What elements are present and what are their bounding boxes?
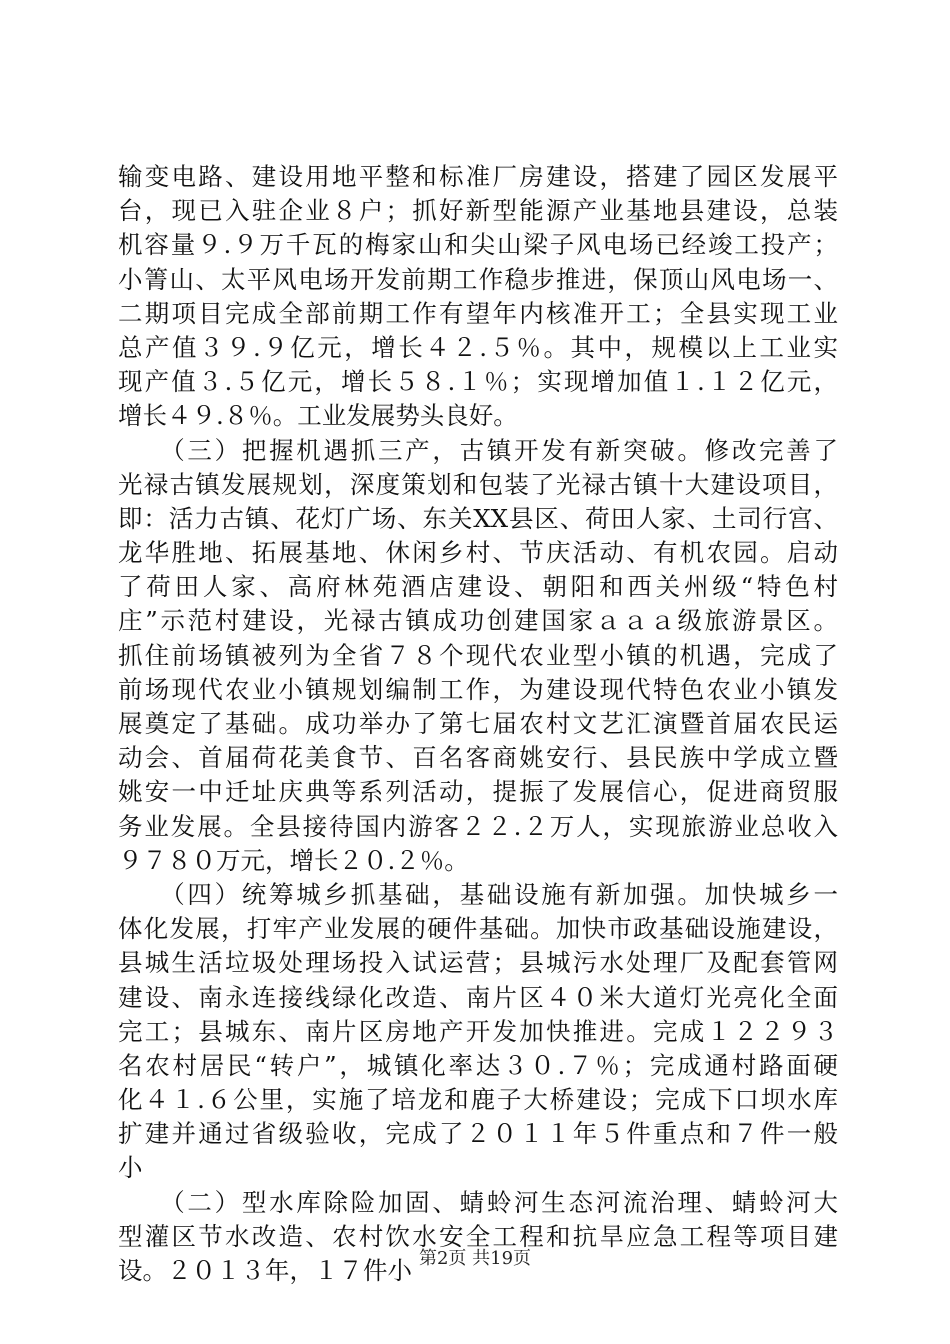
text-line: 名农村居民“转户”，城镇化率达３０.７％；完成通村路面硬	[118, 1050, 838, 1080]
text-line: （二）型水库除险加固、蜻蛉河生态河流治理、蜻蛉河大	[118, 1187, 838, 1217]
text-line: 型灌区节水改造、农村饮水安全工程和抗旱应急工程等项目建	[118, 1221, 838, 1251]
text-line: 务业发展。全县接待国内游客２２.２万人，实现旅游业总收入	[118, 811, 838, 841]
text-line: 县城生活垃圾处理场投入试运营；县城污水处理厂及配套管网	[118, 948, 838, 978]
text-line: 前场现代农业小镇规划编制工作，为建设现代特色农业小镇发	[118, 674, 838, 704]
text-line: 抓住前场镇被列为全省７８个现代农业型小镇的机遇，完成了	[118, 640, 838, 670]
text-line: 动会、首届荷花美食节、百名客商姚安行、县民族中学成立暨	[118, 743, 838, 773]
text-line: 机容量９.９万千瓦的梅家山和尖山梁子风电场已经竣工投产；	[118, 230, 838, 260]
text-line: 化４１.６公里，实施了培龙和鹿子大桥建设；完成下口坝水库	[118, 1085, 838, 1115]
text-line: 二期项目完成全部前期工作有望年内核准开工；全县实现工业	[118, 298, 838, 328]
text-line: 龙华胜地、拓展基地、休闲乡村、节庆活动、有机农园。启动	[118, 538, 838, 568]
text-line: 小	[118, 1153, 143, 1183]
text-line: 现产值３.５亿元，增长５８.１％；实现增加值１.１２亿元，	[118, 367, 838, 397]
text-line: 台，现已入驻企业８户；抓好新型能源产业基地县建设，总装	[118, 196, 838, 226]
text-line: 完工；县城东、南片区房地产开发加快推进。完成１２２９３	[118, 1016, 838, 1046]
text-line: （四）统筹城乡抓基础，基础设施有新加强。加快城乡一	[118, 879, 838, 909]
text-line: 输变电路、建设用地平整和标准厂房建设，搭建了园区发展平	[118, 162, 838, 191]
text-line: 即：活力古镇、花灯广场、东关XX县区、荷田人家、土司行宫、	[118, 503, 838, 533]
text-line: 展奠定了基础。成功举办了第七届农村文艺汇演暨首届农民运	[118, 709, 838, 738]
text-line: 设。２０１３年，１７件小	[118, 1256, 412, 1285]
text-line: 了荷田人家、高府林苑酒店建设、朝阳和西关州级“特色村	[118, 572, 838, 602]
text-line: 增长４９.８％。工业发展势头良好。	[118, 401, 518, 431]
text-line: 体化发展，打牢产业发展的硬件基础。加快市政基础设施建设，	[118, 914, 838, 944]
text-line: 庄”示范村建设，光禄古镇成功创建国家ａａａ级旅游景区。	[118, 606, 838, 636]
text-line: 建设、南永连接线绿化改造、南片区４０米大道灯光亮化全面	[118, 982, 838, 1012]
text-line: 小箐山、太平风电场开发前期工作稳步推进，保顶山风电场一、	[118, 264, 838, 294]
text-line: 光禄古镇发展规划，深度策划和包装了光禄古镇十大建设项目，	[118, 469, 838, 499]
text-line: 扩建并通过省级验收，完成了２０１１年５件重点和７件一般	[118, 1119, 838, 1149]
text-line: ９７８０万元，增长２０.２％。	[118, 845, 469, 875]
text-line: 姚安一中迁址庆典等系列活动，提振了发展信心，促进商贸服	[118, 777, 838, 807]
body-text	[118, 160, 838, 1288]
text-line: （三）把握机遇抓三产，古镇开发有新突破。修改完善了	[118, 435, 838, 465]
page-footer: 第2页 共19页	[418, 1248, 532, 1269]
text-line: 总产值３９.９亿元，增长４２.５％。其中，规模以上工业实	[118, 332, 838, 362]
